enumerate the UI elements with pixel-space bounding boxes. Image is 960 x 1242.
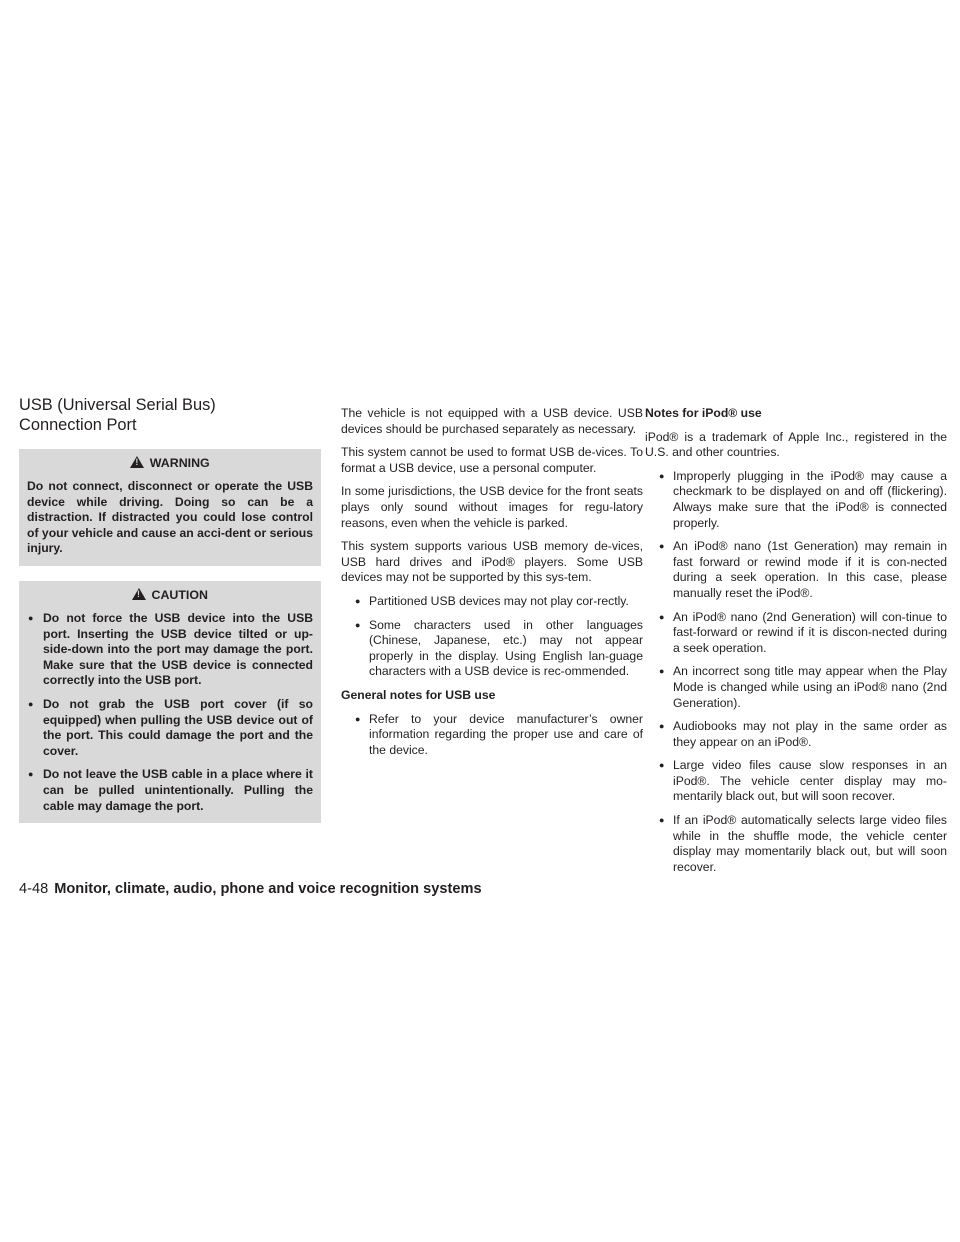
- caution-triangle-icon: [132, 588, 146, 600]
- list-item: ● Some characters used in other languages (Chinese, Japanese, etc.) may not appear properly in the display. Using English lan-guage characters with a USB device is rec-ommended.: [341, 618, 643, 680]
- warning-text: Do not connect, disconnect or operate the USB device while driving. Doing so can be a distraction. If distracted you could lose control of your vehicle and cause an acci-dent or serious injury.: [27, 479, 313, 556]
- body-paragraph: This system supports various USB memory de-vices, USB hard drives and iPod® players. Some USB devices may not be supported by this sys-tem.: [341, 539, 643, 585]
- warning-label: WARNING: [149, 456, 210, 470]
- list-item: ● An iPod® nano (1st Generation) may remain in fast forward or rewind mode if it is con-nected during a seek operation. In this case, please manually reset the iPod®.: [645, 539, 947, 601]
- body-paragraph: The vehicle is not equipped with a USB device. USB devices should be purchased separately as necessary.: [341, 406, 643, 436]
- right-column: [645, 406, 947, 883]
- general-notes-list: [341, 712, 643, 759]
- caution-label: CAUTION: [151, 587, 208, 602]
- section-title-line2: Connection Port: [19, 416, 137, 434]
- caution-list: [27, 611, 313, 814]
- list-item: ● Large video files cause slow responses in an iPod®. The vehicle center display may mo-mentarily black out, but will soon recover.: [645, 758, 947, 805]
- caution-header: [27, 588, 313, 603]
- ipod-notes-heading: Notes for iPod® use: [645, 406, 762, 420]
- warning-triangle-icon: [130, 456, 144, 468]
- left-column: [19, 395, 321, 838]
- chapter-title: Monitor, climate, audio, phone and voice recognition systems: [54, 881, 482, 897]
- caution-box: [19, 581, 321, 823]
- list-item: ● Partitioned USB devices may not play cor-rectly.: [341, 594, 643, 610]
- support-list: [341, 594, 643, 680]
- caution-item: ● Do not grab the USB port cover (if so equipped) when pulling the USB device out of the port. This could damage the port and the cover.: [27, 697, 313, 759]
- middle-column: [341, 406, 643, 766]
- list-item: ● An iPod® nano (2nd Generation) will con-tinue to fast-forward or rewind if it is discon-nected during a seek operation.: [645, 610, 947, 657]
- caution-item: ● Do not leave the USB cable in a place where it can be pulled unintentionally. Pulling the cable may damage the port.: [27, 767, 313, 814]
- section-title: [19, 395, 321, 435]
- warning-box: [19, 449, 321, 566]
- general-notes-heading: General notes for USB use: [341, 687, 496, 702]
- list-item: ● Improperly plugging in the iPod® may cause a checkmark to be displayed on and off (flickering). Always make sure that the iPod® is connected properly.: [645, 469, 947, 531]
- list-item: ● An incorrect song title may appear when the Play Mode is changed while using an iPod® nano (2nd Generation).: [645, 664, 947, 711]
- section-title-line1: USB (Universal Serial Bus): [19, 396, 216, 414]
- caution-item: ● Do not force the USB device into the USB port. Inserting the USB device tilted or up-side-down into the port may damage the port. Make sure that the USB device is connected correctly into the USB port.: [27, 611, 313, 689]
- body-paragraph: This system cannot be used to format USB de-vices. To format a USB device, use a personal computer.: [341, 445, 643, 475]
- page-number: 4-48: [19, 881, 49, 897]
- body-paragraph: In some jurisdictions, the USB device for the front seats plays only sound without images for regu-latory reasons, even when the vehicle is parked.: [341, 484, 643, 530]
- page-footer: [19, 880, 482, 898]
- list-item: ● Refer to your device manufacturer’s owner information regarding the proper use and care of the device.: [341, 712, 643, 759]
- ipod-intro: iPod® is a trademark of Apple Inc., registered in the U.S. and other countries.: [645, 429, 947, 460]
- warning-header: [27, 456, 313, 471]
- list-item: ● If an iPod® automatically selects large video files while in the shuffle mode, the vehicle center display may momentarily black out, but will soon recover.: [645, 813, 947, 875]
- list-item: ● Audiobooks may not play in the same order as they appear on an iPod®.: [645, 719, 947, 750]
- ipod-notes-list: [645, 469, 947, 876]
